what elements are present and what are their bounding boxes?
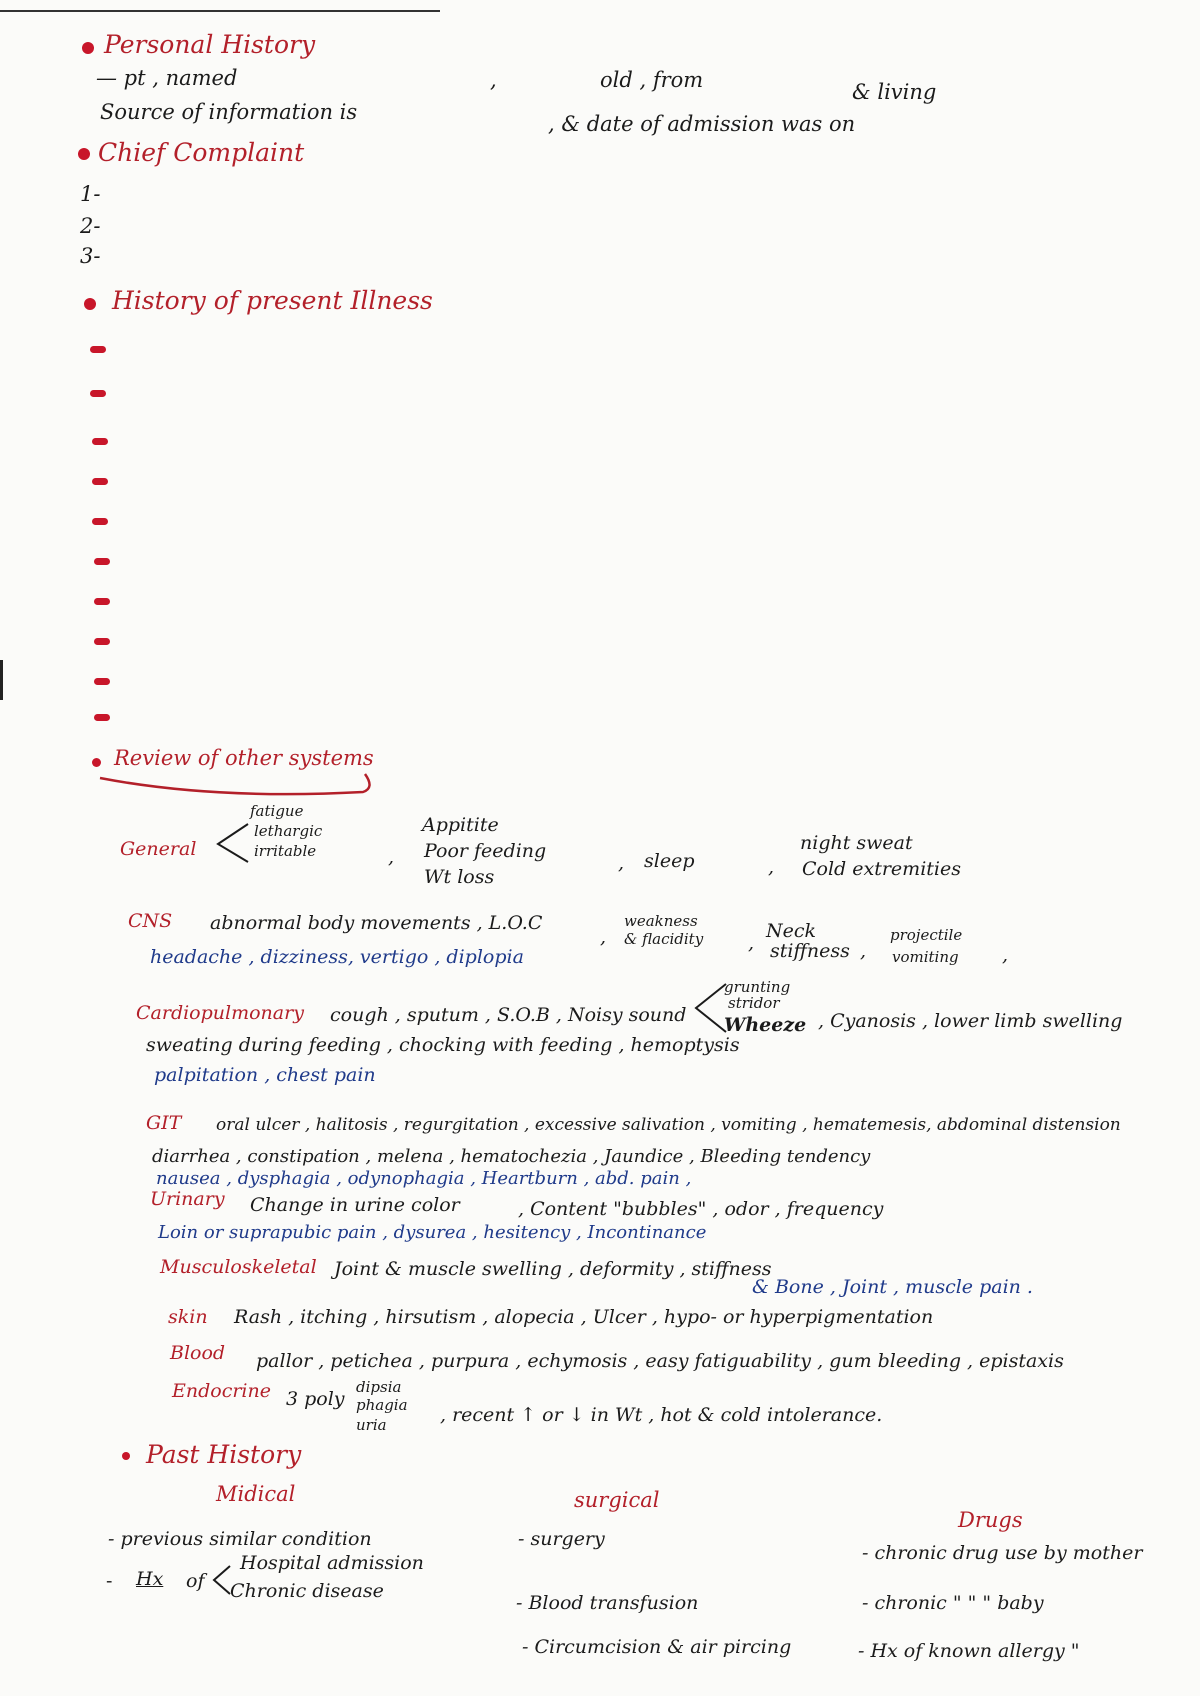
comma-mark: ,: [860, 940, 867, 962]
surgical-item-2: - Blood transfusion: [516, 1592, 699, 1614]
chief-complaint-title: Chief Complaint: [98, 138, 305, 167]
blood-line-1: pallor , petichea , purpura , echymosis , easy fatiguability , gum bleeding , epistaxis: [256, 1350, 1064, 1372]
past-drugs-title: Drugs: [958, 1508, 1023, 1532]
general-lethargic: lethargic: [254, 822, 323, 840]
comma-mark: ,: [618, 852, 625, 874]
hpi-dash: [92, 438, 108, 445]
source-of-information: Source of information is: [100, 100, 358, 124]
past-surgical-title: surgical: [574, 1488, 660, 1512]
date-of-admission: , & date of admission was on: [548, 112, 856, 136]
general-appetite: Appitite: [422, 814, 499, 836]
comma-mark: ,: [768, 856, 775, 878]
old-from-text: old , from: [600, 68, 704, 92]
left-edge-mark: [0, 660, 3, 700]
endocrine-dipsia: dipsia: [356, 1378, 402, 1396]
cns-flacidity: & flacidity: [624, 930, 704, 948]
cardio-grunting: grunting: [724, 978, 791, 996]
drugs-item-1: - chronic drug use by mother: [862, 1542, 1143, 1564]
comma-mark: ,: [490, 68, 497, 92]
git-line-2: diarrhea , constipation , melena , hematochezia , Jaundice , Bleeding tendency: [152, 1146, 871, 1167]
past-history-title: Past History: [146, 1440, 302, 1469]
endocrine-line-1: , recent ↑ or ↓ in Wt , hot & cold intolerance.: [440, 1404, 883, 1426]
comma-mark: ,: [748, 932, 755, 954]
git-line-1: oral ulcer , halitosis , regurgitation , excessive salivation , vomiting , hematemesis, abdominal distension: [216, 1115, 1121, 1135]
general-poor-feeding: Poor feeding: [424, 840, 547, 862]
cns-stiffness: stiffness: [770, 940, 850, 962]
cns-line-2: headache , dizziness, vertigo , diplopia: [150, 946, 524, 968]
bullet-dot: [84, 298, 96, 310]
git-line-3: nausea , dysphagia , odynophagia , Heartburn , abd. pain ,: [156, 1168, 692, 1189]
cardio-line-2: sweating during feeding , chocking with feeding , hemoptysis: [146, 1034, 740, 1056]
chief-item-2: 2-: [80, 214, 101, 238]
ros-msk-label: Musculoskeletal: [160, 1256, 317, 1278]
ros-endocrine-label: Endocrine: [172, 1380, 271, 1402]
ros-title: Review of other systems: [114, 746, 374, 770]
hpi-dash: [92, 518, 108, 525]
medical-chronic-disease: Chronic disease: [230, 1580, 384, 1602]
top-edge-line: [0, 10, 440, 12]
cardio-line-1-end: , Cyanosis , lower limb swelling: [818, 1010, 1123, 1032]
surgical-item-3: - Circumcision & air pircing: [522, 1636, 792, 1658]
general-night-sweat: night sweat: [800, 832, 913, 854]
cardio-wheeze: Wheeze: [724, 1014, 807, 1036]
chief-item-3: 3-: [80, 244, 101, 268]
ros-blood-label: Blood: [170, 1342, 226, 1364]
cns-weakness: weakness: [624, 912, 698, 930]
hpi-dash: [94, 598, 110, 605]
comma-mark: ,: [600, 926, 607, 948]
skin-line-1: Rash , itching , hirsutism , alopecia , Ulcer , hypo- or hyperpigmentation: [234, 1306, 934, 1328]
general-cold-extremities: Cold extremities: [802, 858, 961, 880]
chief-item-1: 1-: [80, 182, 101, 206]
brace-branch: [212, 818, 252, 868]
hpi-dash: [92, 478, 108, 485]
urinary-line-2: Loin or suprapubic pain , dysurea , hesitency , Incontinance: [158, 1222, 707, 1243]
ros-git-label: GIT: [146, 1112, 182, 1134]
cns-projectile: projectile: [890, 926, 963, 944]
past-medical-title: Midical: [216, 1482, 296, 1506]
urinary-line-1b: , Content "bubbles" , odor , frequency: [518, 1198, 884, 1220]
cardio-stridor: stridor: [728, 994, 780, 1012]
ros-urinary-label: Urinary: [150, 1188, 225, 1210]
medical-hx: Hx: [136, 1568, 164, 1590]
ros-general-label: General: [120, 838, 197, 860]
ros-title-underline: [95, 770, 385, 810]
bullet-dot: [122, 1452, 130, 1460]
hpi-dash: [94, 638, 110, 645]
hpi-dash: [94, 714, 110, 721]
hpi-dash: [90, 346, 106, 353]
msk-line-1b: & Bone , Joint , muscle pain .: [752, 1276, 1033, 1298]
medical-of: of: [186, 1570, 205, 1592]
cns-line-1: abnormal body movements , L.O.C: [210, 912, 543, 934]
drugs-item-2: - chronic " " " baby: [862, 1592, 1044, 1614]
hpi-dash: [94, 678, 110, 685]
hpi-title: History of present Illness: [112, 286, 433, 315]
notebook-page: Personal History — pt , named , old , from & living Source of information is , & date of admission was on Chief Complaint 1- 2- 3- History of present Illness Review of other systems General fatigue lethargic irritable , Appitite Poor feeding Wt loss , sleep , night sweat Cold extremities CNS abnormal body movements , L.O.C , weakness & flacidity , Neck stiffness , projectile vomiting , headache , dizziness, vertigo , diplopia Cardiopulmonary cough , sputum , S.O.B , Noisy sound grunting stridor Wheeze , Cyanosis , lower limb swelling sweating during feeding , chocking with feeding , hemoptysis palpitation , chest pain GIT oral ulcer , halitosis , regurgitation , excessive salivation , vomiting , hematemesis, abdominal distension diarrhea , constipation , melena , hematochezia , Jaundice , Bleeding tendency nausea , dysphagia , odynophagia , Heartburn , abd. pain , Urinary Change in urine color , Content "bubbles" , odor , frequency Loin or suprapubic pain , dysurea , hesitency , Incontinance Musculoskeletal Joint & muscle swelling , deformity , stiffness & Bone , Joint , muscle pain . skin Rash , itching , hirsutism , alopecia , Ulcer , hypo- or hyperpigmentation Blood pallor , petichea , purpura , echymosis , easy fatiguability , gum bleeding , epistaxis Endocrine 3 poly dipsia phagia uria , recent ↑ or ↓ in Wt , hot & cold intolerance. Past History Midical - previous similar condition - Hx of Hospital admission Chronic disease surgical - surgery - Blood transfusion - Circumcision & air pircing Drugs - chronic drug use by mother - chronic " " " baby - Hx of known allergy ": [0, 0, 1200, 1696]
endocrine-3poly: 3 poly: [286, 1388, 345, 1410]
ros-cardio-label: Cardiopulmonary: [136, 1002, 304, 1024]
general-irritable: irritable: [254, 842, 317, 860]
msk-line-1: Joint & muscle swelling , deformity , stiffness: [334, 1258, 772, 1280]
living-text: & living: [852, 80, 937, 104]
general-sleep: sleep: [644, 850, 695, 872]
medical-previous-similar: - previous similar condition: [108, 1528, 372, 1550]
personal-history-title: Personal History: [104, 30, 316, 59]
hpi-dash: [90, 390, 106, 397]
cns-vomiting: vomiting: [892, 948, 959, 966]
ros-skin-label: skin: [168, 1306, 208, 1328]
bullet-dot: [82, 42, 94, 54]
cns-neck: Neck: [766, 920, 817, 942]
bullet-dot: [92, 758, 101, 767]
pt-named-line: — pt , named: [96, 66, 238, 90]
comma-mark: ,: [1002, 944, 1009, 966]
medical-hospital-admission: Hospital admission: [240, 1552, 424, 1574]
general-wt-loss: Wt loss: [424, 866, 495, 888]
bullet-dot: [78, 148, 90, 160]
comma-mark: ,: [388, 846, 395, 868]
drugs-item-3: - Hx of known allergy ": [858, 1640, 1080, 1662]
cardio-line-1: cough , sputum , S.O.B , Noisy sound: [330, 1004, 687, 1026]
general-fatigue: fatigue: [250, 802, 304, 820]
endocrine-uria: uria: [356, 1416, 387, 1434]
urinary-line-1: Change in urine color: [250, 1194, 460, 1216]
surgical-item-1: - surgery: [518, 1528, 605, 1550]
endocrine-phagia: phagia: [356, 1396, 408, 1414]
hpi-dash: [94, 558, 110, 565]
cardio-line-3: palpitation , chest pain: [154, 1064, 376, 1086]
brace-branch: [210, 1562, 232, 1598]
ros-cns-label: CNS: [128, 910, 173, 932]
